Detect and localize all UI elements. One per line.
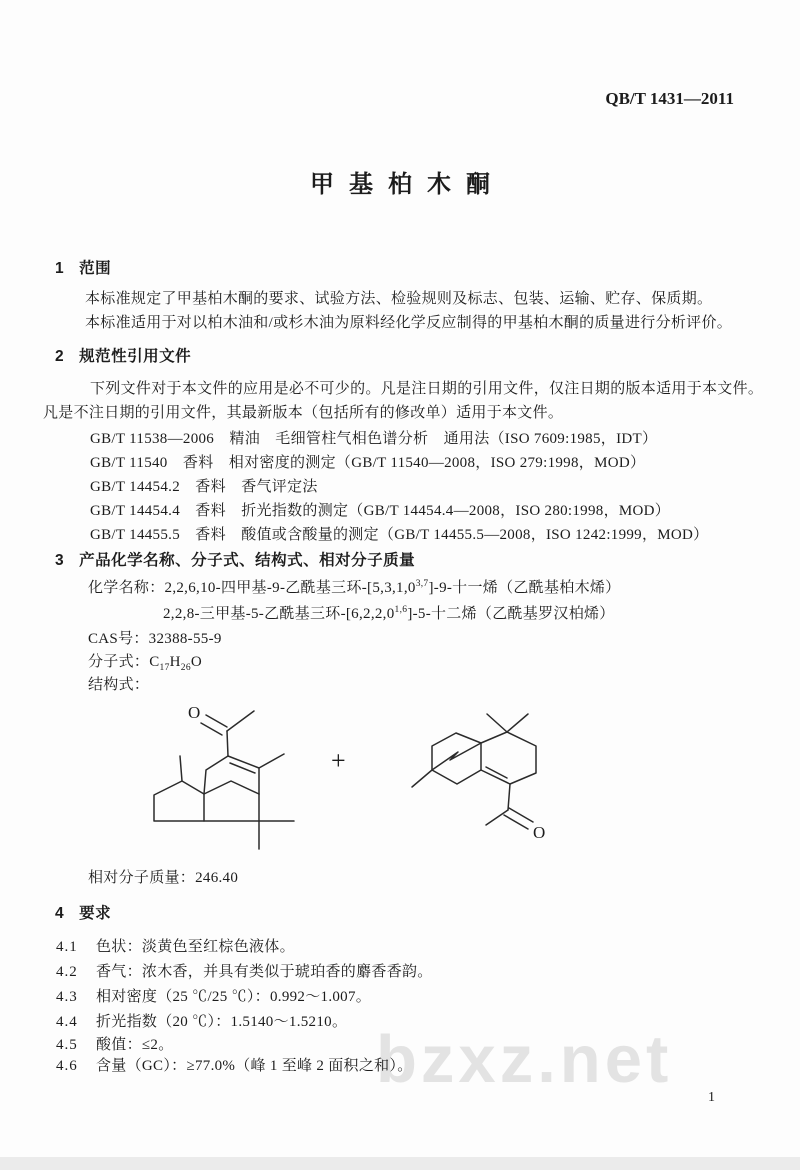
formula-h: H [169, 654, 181, 670]
requirement-item [56, 1033, 174, 1054]
standard-number: QB/T 1431—2011 [605, 89, 734, 108]
requirement-text: 折光指数（20 ℃）：1.5140～1.5210。 [96, 1014, 348, 1030]
oxygen-atom-label: O [533, 823, 546, 842]
section-2-heading [55, 344, 191, 366]
cas-number: CAS号：32388-55-9 [88, 631, 222, 647]
requirement-text: 酸值：≤2。 [96, 1037, 174, 1053]
requirement-number: 4.3 [56, 989, 78, 1005]
molecular-formula-label: 分子式： [88, 654, 150, 670]
normative-intro-line-2: 凡是不注日期的引用文件，其最新版本（包括所有的修改单）适用于本文件。 [43, 405, 564, 421]
structure-drawing-left [128, 688, 353, 873]
molecular-formula [88, 650, 202, 671]
requirement-number: 4.4 [56, 1014, 78, 1030]
requirement-number: 4.2 [56, 964, 78, 980]
chemical-name-2-pre: 2,2,8-三甲基-5-乙酰基三环-[6,2,2,0 [163, 606, 395, 622]
requirement-text: 含量（GC）：≥77.0%（峰 1 至峰 2 面积之和）。 [96, 1058, 413, 1074]
normative-intro-line-1: 下列文件对于本文件的应用是必不可少的。凡是注日期的引用文件，仅注日期的版本适用于本文件。 [90, 381, 764, 397]
section-3-heading [55, 548, 415, 570]
requirement-number: 4.5 [56, 1037, 78, 1053]
reference-item: GB/T 14455.5 香料 酸值或含酸量的测定（GB/T 14455.5—2008，ISO 1242:1999，MOD） [90, 527, 709, 543]
page-number: 1 [708, 1090, 715, 1105]
section-1-heading [55, 256, 111, 278]
molecular-weight: 相对分子质量：246.40 [88, 870, 239, 886]
reference-item: GB/T 11538—2006 精油 毛细管柱气相色谱分析 通用法（ISO 7609:1985，IDT） [90, 431, 658, 447]
section-3-title: 产品化学名称、分子式、结构式、相对分子质量 [79, 552, 416, 569]
requirement-item [56, 1010, 347, 1031]
requirement-item [56, 935, 295, 956]
requirement-text: 相对密度（25 ℃/25 ℃）：0.992～1.007。 [96, 989, 372, 1005]
document-title: 甲基柏木酮 [310, 171, 505, 198]
chemical-name-1-post: ]-9-十一烯（乙酰基柏木烯） [428, 580, 621, 596]
requirement-item [56, 1054, 413, 1075]
requirement-number: 4.6 [56, 1058, 78, 1074]
section-3-number: 3 [55, 552, 65, 569]
requirement-item [56, 985, 371, 1006]
formula-c: C [149, 654, 160, 670]
section-1-number: 1 [55, 260, 65, 277]
oxygen-atom-label: O [188, 703, 201, 722]
chemical-name-2-post: ]-5-十二烯（乙酰基罗汉柏烯） [407, 606, 615, 622]
section-2-title: 规范性引用文件 [79, 348, 192, 365]
structure-drawing-right [392, 688, 617, 873]
requirement-number: 4.1 [56, 939, 78, 955]
requirement-text: 色状：淡黄色至红棕色液体。 [96, 939, 295, 955]
scope-paragraph-2: 本标准适用于对以柏木油和/或杉木油为原料经化学反应制得的甲基柏木酮的质量进行分析评价。 [85, 315, 733, 331]
section-2-number: 2 [55, 348, 65, 365]
watermark: bzxz.net [376, 1022, 673, 1097]
formula-c-subscript: 17 [159, 663, 170, 673]
scope-paragraph-1: 本标准规定了甲基柏木酮的要求、试验方法、检验规则及标志、包装、运输、贮存、保质期。 [85, 291, 713, 307]
plus-sign: + [331, 746, 346, 775]
chemical-name-line-2 [163, 602, 615, 623]
chemical-name-line-1 [88, 576, 620, 597]
scan-edge-strip [0, 1157, 800, 1170]
reference-item: GB/T 11540 香料 相对密度的测定（GB/T 11540—2008，ISO 279:1998，MOD） [90, 455, 646, 471]
formula-h-subscript: 26 [180, 663, 191, 673]
structure-label: 结构式： [88, 677, 150, 693]
section-4-heading [55, 901, 111, 923]
chemical-name-label: 化学名称： [88, 580, 165, 596]
formula-o: O [190, 654, 203, 670]
section-1-title: 范围 [79, 260, 112, 277]
chemical-name-2-superscript: 1,6 [394, 605, 408, 615]
reference-item: GB/T 14454.4 香料 折光指数的测定（GB/T 14454.4—2008，ISO 280:1998，MOD） [90, 503, 671, 519]
chemical-name-1-pre: 2,2,6,10-四甲基-9-乙酰基三环-[5,3,1,0 [164, 580, 416, 596]
requirement-text: 香气：浓木香，并具有类似于琥珀香的麝香香韵。 [96, 964, 433, 980]
section-4-number: 4 [55, 905, 65, 922]
section-4-title: 要求 [79, 905, 112, 922]
chemical-name-1-superscript: 3,7 [415, 579, 429, 589]
reference-item: GB/T 14454.2 香料 香气评定法 [90, 479, 318, 495]
requirement-item [56, 960, 433, 981]
